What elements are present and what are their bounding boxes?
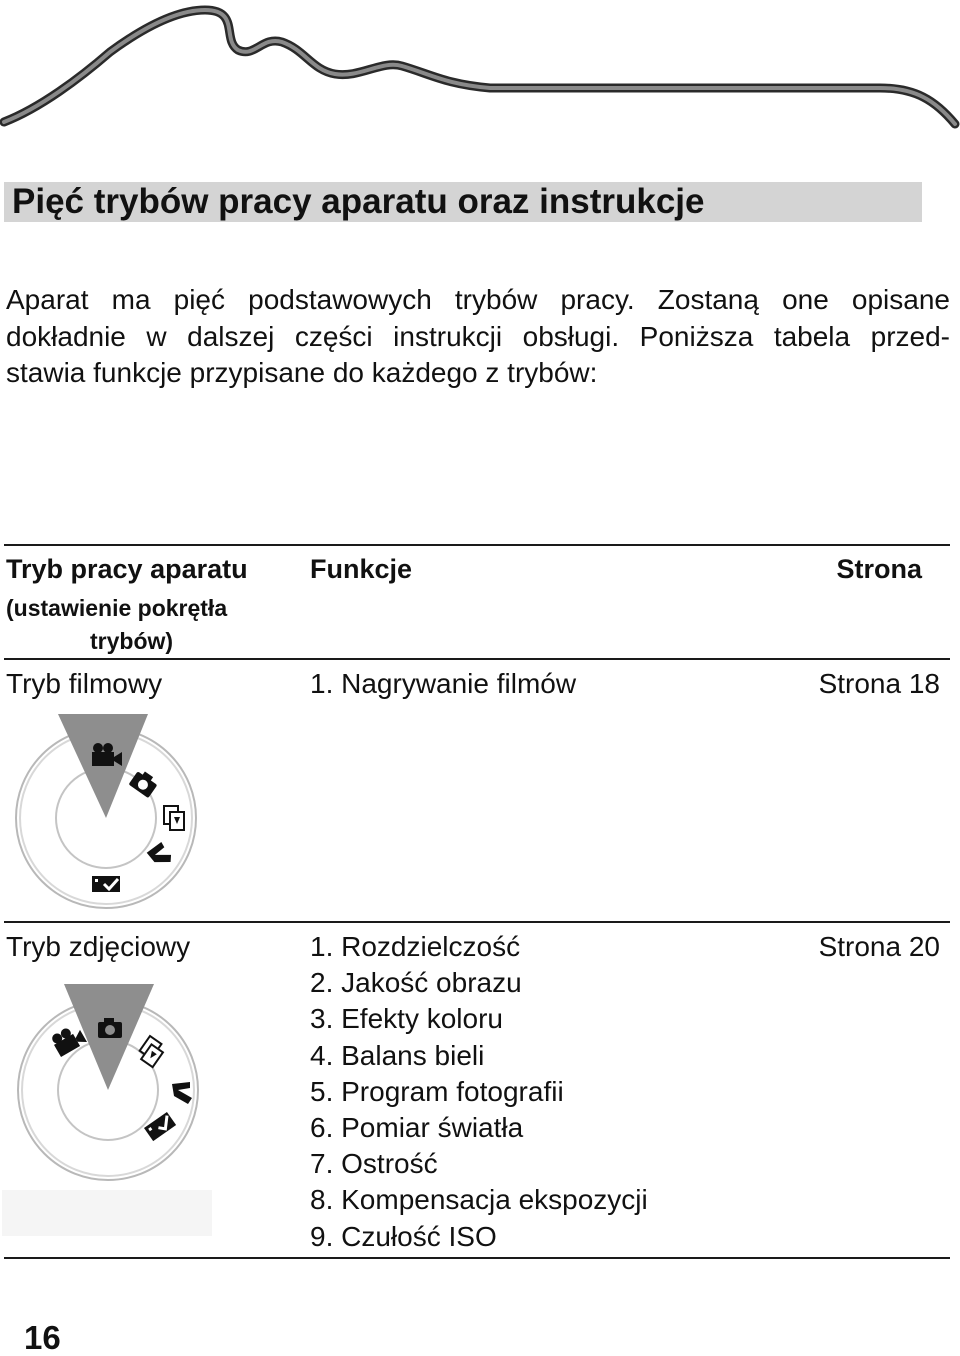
header-page: Strona xyxy=(836,554,922,584)
function-item: 9. Czułość ISO xyxy=(310,1220,497,1252)
intro-line: stawia funkcje przypisane do każdego z trybów: xyxy=(6,357,598,388)
dial-shadow xyxy=(2,1190,212,1236)
function-item: 2. Jakość obrazu xyxy=(310,967,522,999)
page-reference: Strona 20 xyxy=(818,931,940,962)
table-top-rule xyxy=(4,544,950,546)
function-list xyxy=(310,666,576,702)
function-item: 5. Program fotografii xyxy=(310,1075,564,1107)
intro-line: dokładnie w dalszej części instrukcji obsługi. Poniższa tabela przed- xyxy=(6,320,950,352)
function-list xyxy=(310,929,648,1255)
mode-name: Tryb filmowy xyxy=(6,668,163,699)
row-rule xyxy=(4,921,950,923)
function-item: 3. Efekty koloru xyxy=(310,1003,503,1035)
page-reference: Strona 18 xyxy=(818,668,940,699)
function-item: 4. Balans bieli xyxy=(310,1039,485,1071)
header-mode-sub-line: (ustawienie pokrętła xyxy=(6,595,228,621)
mode-dial-photo xyxy=(10,978,210,1184)
page-number: 16 xyxy=(24,1319,61,1356)
mode-name: Tryb zdjęciowy xyxy=(6,931,191,962)
header-mode: Tryb pracy aparatu xyxy=(6,554,248,584)
table-bottom-rule xyxy=(4,1257,950,1259)
header-functions: Funkcje xyxy=(310,554,413,584)
function-item: 1. Rozdzielczość xyxy=(310,931,521,962)
function-item: 1. Nagrywanie filmów xyxy=(310,668,577,699)
header-mode-sub xyxy=(6,592,227,658)
function-item: 7. Ostrość xyxy=(310,1148,438,1180)
intro-paragraph xyxy=(6,282,950,392)
intro-line: Aparat ma pięć podstawowych trybów pracy. Zostaną one opisane xyxy=(6,284,950,315)
header-swoosh-decoration xyxy=(0,0,960,140)
print-icon xyxy=(92,876,120,892)
section-title: Pięć trybów pracy aparatu oraz instrukcje xyxy=(12,182,705,221)
function-item: 6. Pomiar światła xyxy=(310,1112,524,1144)
section-title-bar xyxy=(4,182,922,222)
mode-dial-movie xyxy=(10,706,210,910)
header-mode-sub-line: trybów) xyxy=(90,628,174,654)
header-rule xyxy=(4,658,950,660)
function-item: 8. Kompensacja ekspozycji xyxy=(310,1184,648,1216)
